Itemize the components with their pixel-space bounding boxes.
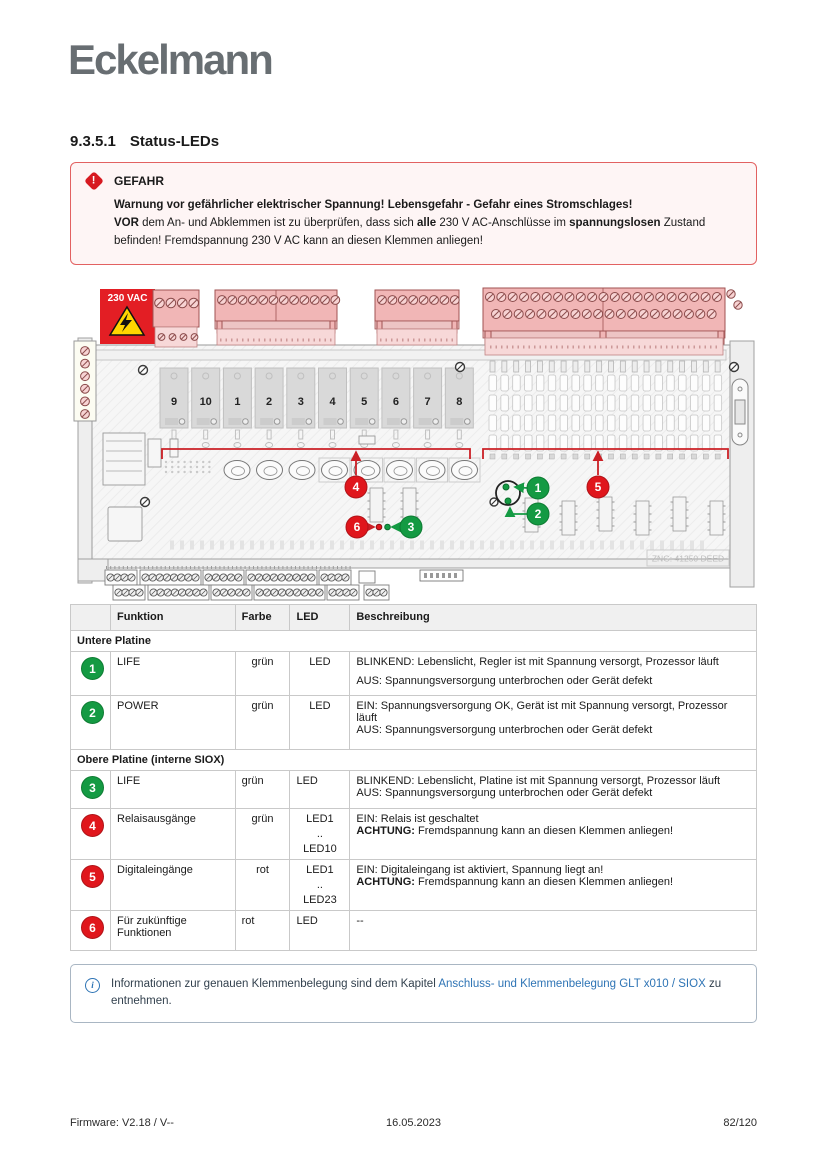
left-terminal-block (74, 341, 96, 421)
cell-led: LED (290, 911, 350, 951)
case-handle (732, 379, 748, 445)
danger-seg-vor: VOR (114, 216, 139, 229)
relay-number: 8 (456, 396, 463, 408)
cell-led: LED1 .. LED10 (290, 809, 350, 860)
relay-number: 5 (361, 396, 368, 408)
table-row (71, 911, 757, 951)
callout-number: 3 (407, 520, 415, 535)
callout-number: 2 (534, 507, 542, 522)
section-untere-label: Untere Platine (71, 631, 757, 652)
230vac-warning-label (100, 289, 155, 344)
info-icon: i (85, 978, 100, 993)
callout-number: 5 (594, 480, 602, 495)
danger-seg4: Zustand befinden! Fremdspannung 230 V AC kann an diesen Klemmen anliegen! (114, 216, 706, 247)
header-empty (71, 605, 111, 631)
danger-seg-spann: spannungslosen (569, 216, 661, 229)
header-funktion: Funktion (111, 605, 236, 631)
cell-farbe: rot (235, 860, 290, 911)
relay-number: 3 (297, 396, 304, 408)
cell-led: LED (290, 696, 350, 750)
info-note-box (70, 964, 757, 1023)
header-farbe: Farbe (235, 605, 290, 631)
230vac-text: 230 VAC (107, 293, 148, 304)
cell-farbe: grün (235, 696, 290, 750)
cell-funktion: LIFE (111, 652, 236, 696)
cell-beschreibung: -- (350, 911, 757, 951)
header-beschreibung: Beschreibung (350, 605, 757, 631)
info-text-after: zu entnehmen. (111, 978, 722, 1008)
danger-line1: Warnung vor gefährlicher elektrischer Spannung! Lebensgefahr - Gefahr eines Stromschlages! (114, 199, 633, 211)
callout-number: 4 (352, 480, 360, 495)
cell-led: LED1 .. LED23 (290, 860, 350, 911)
cell-farbe: grün (235, 809, 290, 860)
section-obere-label: Obere Platine (interne SIOX) (71, 750, 757, 771)
relay-number: 9 (170, 396, 178, 408)
drawing-number-text: ZNG: 41250 DEED (651, 553, 725, 564)
table-header-row (71, 605, 757, 631)
callout-badge-1: 1 (81, 657, 104, 680)
info-text-before: Informationen zur genauen Klemmenbelegung sind dem Kapitel (111, 978, 439, 990)
cell-led: LED (290, 771, 350, 809)
relay-number: 6 (392, 396, 399, 408)
section-row-untere (71, 631, 757, 652)
table-row (71, 771, 757, 809)
relay-number: 2 (266, 396, 273, 408)
case-right-wall (730, 341, 754, 587)
top-terminal-blocks (153, 288, 742, 355)
callout-badge-4: 4 (81, 814, 104, 837)
callout-badge-5: 5 (81, 865, 104, 888)
cell-beschreibung: BLINKEND: Lebenslicht, Platine ist mit Spannung versorgt, Prozessor läuft AUS: Spannungsversorgung unterbrochen oder Gerät defekt (350, 771, 757, 809)
table-row (71, 860, 757, 911)
section-row-obere (71, 750, 757, 771)
case-bottom-lip (92, 559, 730, 568)
power-led (505, 498, 511, 504)
section-heading (70, 133, 219, 150)
table-row (71, 696, 757, 750)
header-led: LED (290, 605, 350, 631)
led-table (70, 604, 757, 951)
danger-seg3: 230 V AC-Anschlüsse im (436, 216, 570, 229)
table-row (71, 809, 757, 860)
callout-badge-2: 2 (81, 701, 104, 724)
cell-funktion: Für zukünftige Funktionen (111, 911, 236, 951)
table-row (71, 652, 757, 696)
footer-firmware: Firmware: V2.18 / V-- (70, 1117, 174, 1129)
cell-led: LED (290, 652, 350, 696)
info-text (111, 976, 742, 1011)
cell-funktion: LIFE (111, 771, 236, 809)
cell-funktion: Relaisausgänge (111, 809, 236, 860)
life-led (503, 484, 509, 490)
cell-funktion: POWER (111, 696, 236, 750)
cell-funktion: Digitaleingänge (111, 860, 236, 911)
case-left-foot (78, 559, 108, 581)
danger-seg2: dem An- und Abklemmen ist zu überprüfen, dass sich (138, 216, 417, 229)
cell-beschreibung: BLINKEND: Lebenslicht, Regler ist mit Spannung versorgt, Prozessor läuft AUS: Spannungsversorgung unterbrochen oder Gerät defekt (350, 652, 757, 696)
cell-beschreibung: EIN: Spannungsversorgung OK, Gerät ist mit Spannung versorgt, Prozessor läuft AUS: Spannungsversorgung unterbrochen oder Gerät defekt (350, 696, 757, 750)
footer-date: 16.05.2023 (385, 1117, 442, 1129)
cell-farbe: rot (235, 911, 290, 951)
callout-badge-6: 6 (81, 916, 104, 939)
callout-number: 6 (353, 520, 361, 535)
cell-farbe: grün (235, 652, 290, 696)
danger-title: GEFAHR (114, 174, 165, 188)
future-led (376, 524, 382, 530)
section-title: Status-LEDs (129, 133, 220, 150)
relay-number: 7 (424, 396, 431, 408)
relay-number: 4 (329, 396, 336, 408)
cell-beschreibung: EIN: Digitaleingang ist aktiviert, Spannung liegt an! ACHTUNG: Fremdspannung kann an diesen Klemmen anliegen! (350, 860, 757, 911)
danger-seg-alle: alle (416, 216, 437, 229)
callout-badge-3: 3 (81, 776, 104, 799)
relay-number: 1 (234, 396, 241, 408)
chapter-link[interactable]: Anschluss- und Klemmenbelegung GLT x010 / SIOX (438, 978, 706, 990)
callout-number: 1 (534, 481, 542, 496)
danger-warning-box (70, 162, 757, 265)
cell-beschreibung: EIN: Relais ist geschaltet ACHTUNG: Fremdspannung kann an diesen Klemmen anliegen! (350, 809, 757, 860)
company-logo: Eckelmann (68, 36, 272, 83)
device-diagram (70, 283, 757, 605)
danger-icon: ! (84, 171, 104, 191)
relay-number: 10 (199, 396, 212, 408)
footer-page-number: 82/120 (723, 1117, 757, 1129)
bottom-terminal-strips (105, 570, 389, 600)
danger-text (114, 197, 740, 250)
siox-life-led (385, 524, 391, 530)
cell-farbe: grün (235, 771, 290, 809)
section-number: 9.3.5.1 (70, 133, 116, 150)
